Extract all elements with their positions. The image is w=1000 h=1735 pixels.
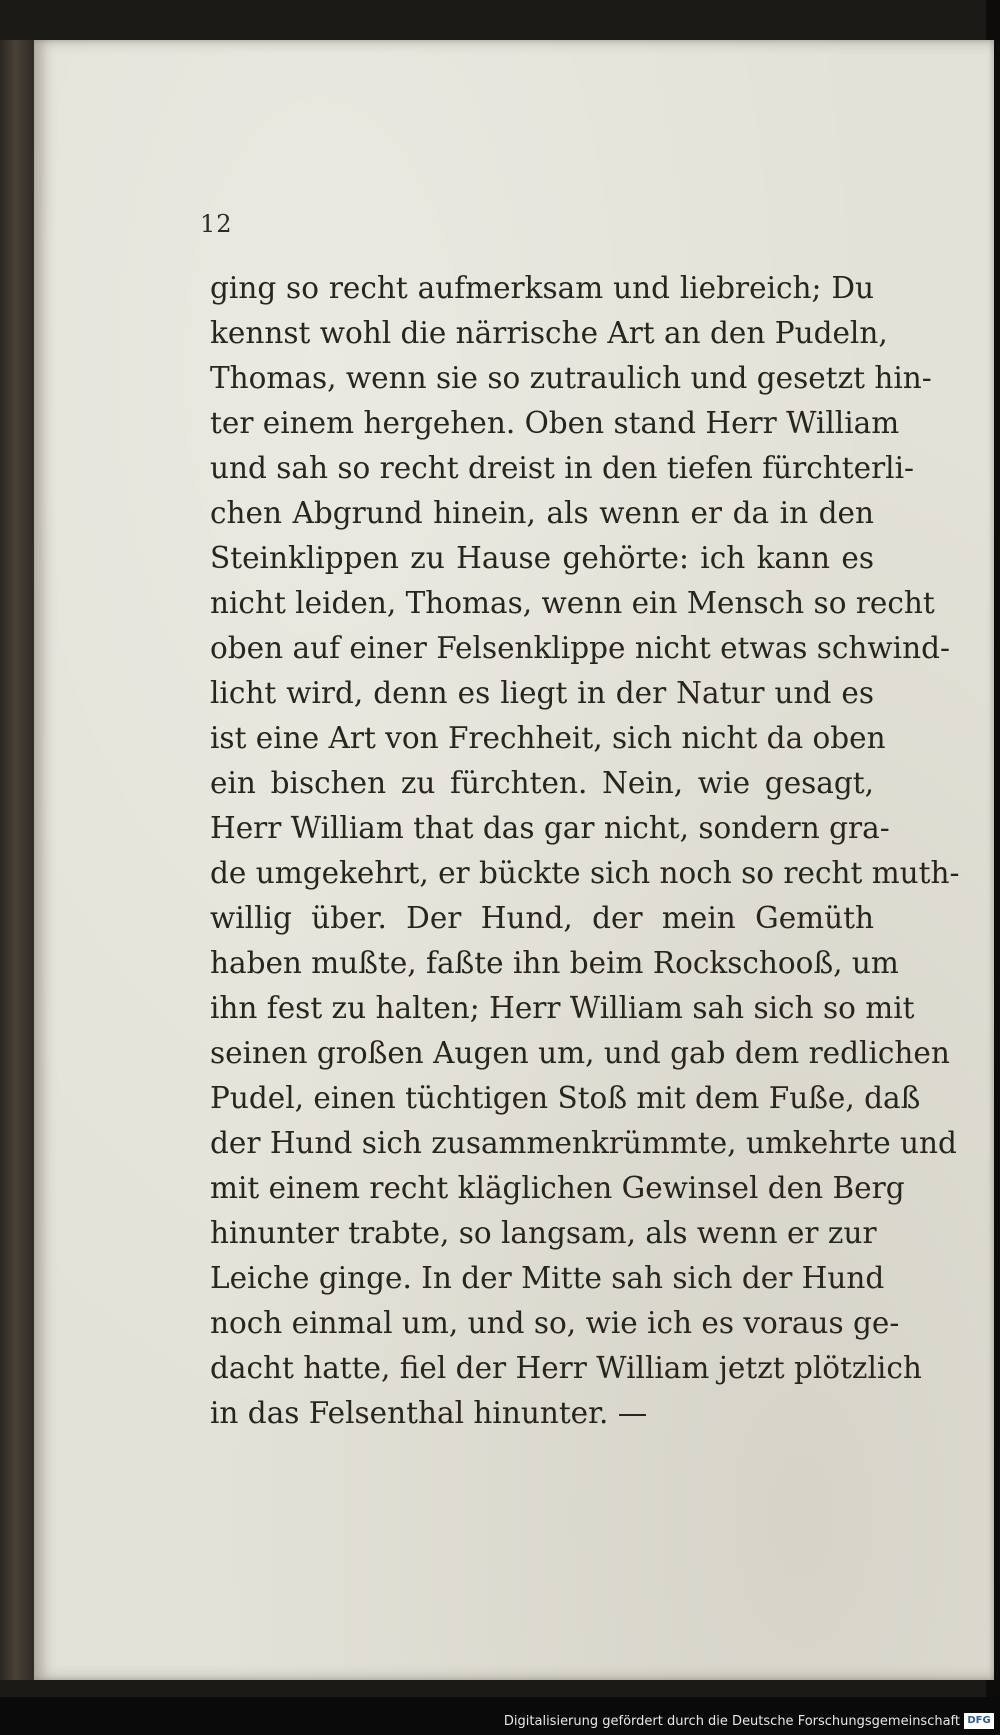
text-line: Herr William that das gar nicht, sondern gra- [210,811,890,845]
book-spine [0,40,34,1680]
text-line: chen Abgrund hinein, als wenn er da in den [210,496,874,530]
text-line: ein bischen zu fürchten. Nein, wie gesagt, [210,766,874,800]
page-number: 12 [200,210,233,238]
text-line: ter einem hergehen. Oben stand Herr William [210,406,900,440]
text-line: noch einmal um, und so, wie ich es voraus ge- [210,1306,900,1340]
text-line: de umgekehrt, er bückte sich noch so recht muth- [210,856,960,890]
text-line: mit einem recht kläglichen Gewinsel den Berg [210,1171,905,1205]
text-line: haben mußte, faßte ihn beim Rockschooß, um [210,946,899,980]
footer-bar [0,1697,1000,1735]
text-line: dacht hatte, fiel der Herr William jetzt plötzlich [210,1351,922,1385]
dfg-logo: DFG [964,1713,994,1729]
text-line: und sah so recht dreist in den tiefen fürchterli- [210,451,915,485]
text-line: ist eine Art von Frechheit, sich nicht da oben [210,721,886,755]
text-line: kennst wohl die närrische Art an den Pudeln, [210,316,888,350]
text-line: Steinklippen zu Hause gehörte: ich kann es [210,541,874,575]
body-text [210,266,960,1436]
text-line: Leiche ginge. In der Mitte sah sich der Hund [210,1261,885,1295]
text-line: oben auf einer Felsenklippe nicht etwas schwind- [210,631,950,665]
text-line: der Hund sich zusammenkrümmte, umkehrte und [210,1126,957,1160]
text-line: Thomas, wenn sie so zutraulich und gesetzt hin- [210,361,932,395]
text-line: ihn fest zu halten; Herr William sah sich so mit [210,991,915,1025]
text-line: willig über. Der Hund, der mein Gemüth [210,901,874,935]
text-line: ging so recht aufmerksam und liebreich; Du [210,271,874,305]
book-page [34,40,994,1680]
text-line: seinen großen Augen um, und gab dem redlichen [210,1036,950,1070]
text-line: in das Felsenthal hinunter. — [210,1396,648,1430]
text-line: nicht leiden, Thomas, wenn ein Mensch so recht [210,586,935,620]
text-line: hinunter trabte, so langsam, als wenn er zur [210,1216,877,1250]
text-line: licht wird, denn es liegt in der Natur und es [210,676,874,710]
footer-credit: Digitalisierung gefördert durch die Deutsche Forschungsgemeinschaft [503,1714,960,1729]
text-line: Pudel, einen tüchtigen Stoß mit dem Fuße, daß [210,1081,921,1115]
